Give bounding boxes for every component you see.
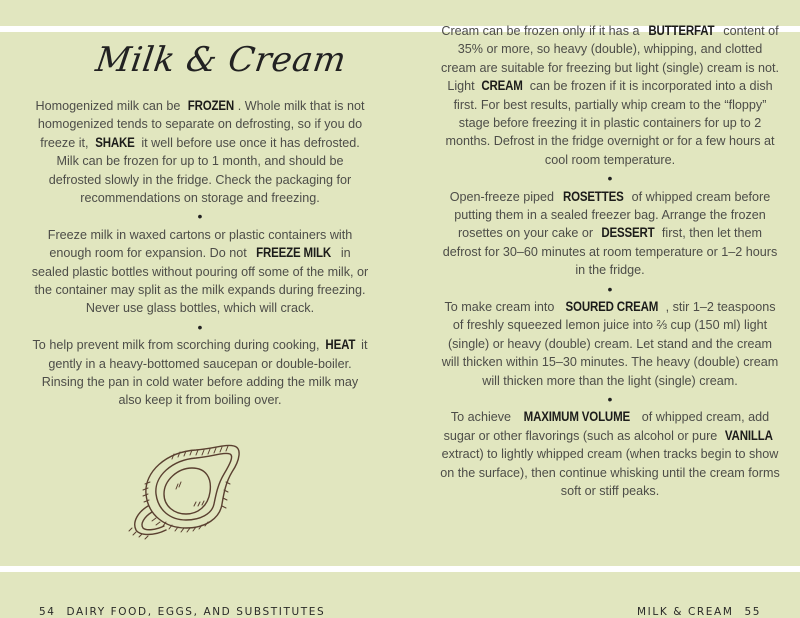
keyword-maximum-volume: MAXIMUM VOLUME bbox=[523, 409, 630, 425]
bullet-separator: • bbox=[607, 170, 613, 187]
text: in sealed plastic bottles without pouring off some of the milk, or the container may split as the milk expands during freezing. Never use glass bottles, which will crack. bbox=[31, 246, 369, 316]
text: To help prevent milk from scorching during cooking, bbox=[32, 338, 324, 353]
keyword-frozen: FROZEN bbox=[187, 98, 235, 113]
page-title: Milk & Cream bbox=[93, 40, 349, 80]
paragraph-frozen bbox=[30, 97, 370, 207]
bullet-separator: • bbox=[607, 391, 613, 408]
bullet-separator: • bbox=[607, 280, 613, 297]
footer-left bbox=[33, 606, 325, 618]
keyword-vanilla: VANILLA bbox=[724, 427, 773, 443]
page-number: 54 bbox=[39, 606, 56, 618]
footer-right bbox=[637, 606, 767, 618]
text: it well before use once it has defrosted. Milk can be frozen for up to 1 month, and should be defrosted slowly in the fridge. Check the packaging for recommendations on storage and freezing. bbox=[48, 135, 360, 206]
paragraph-soured-cream bbox=[440, 298, 780, 390]
text: Open-freeze piped bbox=[449, 189, 558, 204]
keyword-soured-cream: SOURED CREAM bbox=[565, 299, 659, 315]
paragraph-rosettes bbox=[440, 188, 780, 280]
text: To make cream into bbox=[444, 300, 558, 315]
keyword-freeze-milk: FREEZE MILK bbox=[256, 245, 332, 261]
keyword-rosettes: ROSETTES bbox=[562, 188, 624, 204]
keyword-shake: SHAKE bbox=[95, 134, 135, 150]
text: , stir 1–2 teaspoons of freshly squeezed lemon juice into ⅔ cup (150 ml) light (single) or heavy (double) cream. Let stand and the cream will thicken within 15–30 minutes. The heavy (double) cream will thicken more than the light (single) cream. bbox=[441, 300, 779, 388]
text: of whipped cream, add sugar or other flavorings (such as alcohol or pure bbox=[443, 410, 770, 443]
paragraph-maximum-volume bbox=[440, 408, 780, 500]
text: Freeze milk in waxed cartons or plastic containers with enough room for expansion. Do not bbox=[47, 227, 353, 261]
text: extract) to lightly whipped cream (when tracks begin to show on the surface), then continue whisking until the cream forms soft or stiff peaks. bbox=[440, 447, 780, 499]
bullet-separator: • bbox=[197, 318, 203, 335]
running-head: DAIRY FOOD, EGGS, AND SUBSTITUTES bbox=[66, 606, 326, 618]
text: first, then let them defrost for 30–60 minutes at room temperature or 1–2 hours in the fridge. bbox=[442, 226, 778, 278]
text: Homogenized milk can be bbox=[35, 99, 184, 113]
bullet-separator: • bbox=[197, 208, 203, 225]
keyword-butterfat: BUTTERFAT bbox=[648, 23, 715, 38]
text: can be frozen if it is incorporated into a dish first. For best results, partially whip cream to the “floppy” stage before freezing it in plastic containers for up to 2 months. Defrost in the fridge overnight or for a few hours at cool room temperature. bbox=[445, 79, 775, 167]
right-column bbox=[440, 22, 780, 501]
paragraph-freeze-milk bbox=[30, 226, 370, 318]
running-head: MILK & CREAM bbox=[637, 606, 734, 618]
page-number: 55 bbox=[744, 606, 761, 618]
milk-jug-icon bbox=[126, 432, 256, 542]
text: it gently in a heavy-bottomed saucepan or double-boiler. Rinsing the pan in cold water before adding the milk may also keep it from boiling over. bbox=[41, 338, 368, 408]
right-page bbox=[400, 23, 800, 618]
keyword-heat: HEAT bbox=[325, 337, 356, 353]
text: To achieve bbox=[450, 410, 515, 425]
text: content of 35% or more, so heavy (double), whipping, and clotted cream are suitable for freezing but light (single) cream is not. Light bbox=[440, 24, 780, 94]
text: of whipped cream before putting them in a sealed freezer bag. Arrange the frozen rosettes on your cake or bbox=[454, 189, 771, 241]
paragraph-butterfat bbox=[440, 22, 780, 169]
keyword-cream: CREAM bbox=[481, 78, 523, 94]
paragraph-heat bbox=[30, 336, 370, 410]
keyword-dessert: DESSERT bbox=[600, 225, 655, 241]
bottom-white-band bbox=[0, 566, 800, 572]
text: . Whole milk that is not homogenized tends to separate on defrosting, so if you do freeze it, bbox=[37, 99, 365, 150]
left-column bbox=[30, 97, 370, 410]
text: Cream can be frozen only if it has a bbox=[441, 24, 643, 38]
left-page bbox=[0, 32, 400, 618]
